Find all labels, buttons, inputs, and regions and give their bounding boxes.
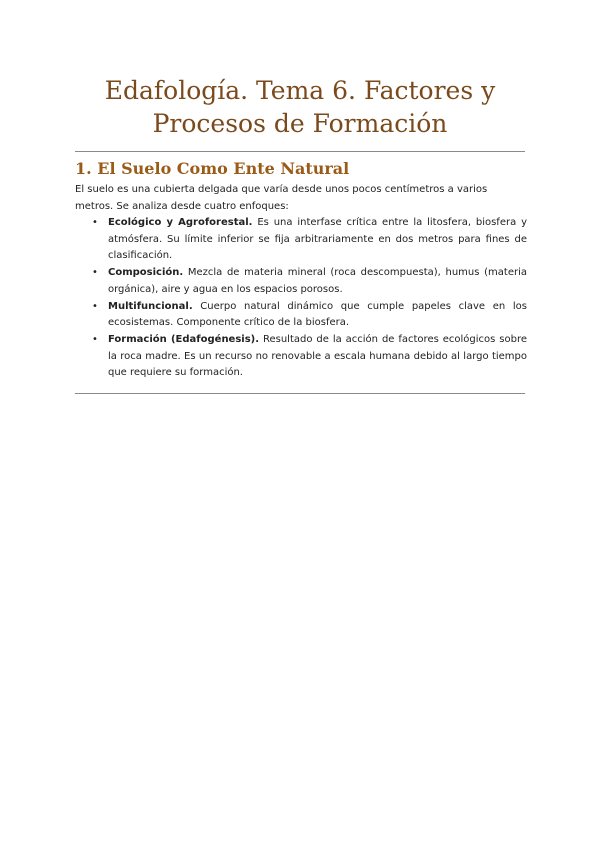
list-item-formacion <box>75 332 527 382</box>
document-title <box>60 74 540 140</box>
bullet-dot-icon: • <box>92 334 98 345</box>
top-divider <box>75 151 525 152</box>
list-item-text: Mezcla de materia mineral (roca descompuesta), humus (materia orgánica), aire y agua en los espacios porosos. <box>108 267 527 295</box>
list-item-term: Composición. <box>108 267 184 278</box>
list-item-composicion <box>75 265 527 298</box>
list-item-ecologico <box>75 215 527 265</box>
section-heading: 1. El Suelo Como Ente Natural <box>75 159 350 178</box>
list-item-term: Formación (Edafogénesis). <box>108 334 260 345</box>
bullet-dot-icon: • <box>92 217 98 228</box>
list-item-text: Es una interfase crítica entre la litosfera, biosfera y atmósfera. Su límite inferior se fija arbitrariamente en dos metros para fines de clasificación. <box>108 217 527 261</box>
list-item-multifuncional <box>75 299 527 332</box>
list-item-term: Ecológico y Agroforestal. <box>108 217 253 228</box>
bottom-divider <box>75 393 525 394</box>
list-item-text: Resultado de la acción de factores ecológicos sobre la roca madre. Es un recurso no renovable a escala humana debido al largo tiempo que requiere su formación. <box>108 334 527 378</box>
list-item-text: Cuerpo natural dinámico que cumple papeles clave en los ecosistemas. Componente crítico de la biosfera. <box>108 300 527 328</box>
approach-list <box>75 215 527 382</box>
document-title-line-1: Edafología. Tema 6. Factores y <box>104 76 496 105</box>
bullet-dot-icon: • <box>92 267 98 278</box>
list-item-term: Multifuncional. <box>108 300 193 312</box>
section-intro: El suelo es una cubierta delgada que varía desde unos pocos centímetros a varios metros. Se analiza desde cuatro enfoques: <box>75 184 488 212</box>
bullet-dot-icon: • <box>92 300 98 312</box>
document-title-line-2: Procesos de Formación <box>152 109 448 138</box>
